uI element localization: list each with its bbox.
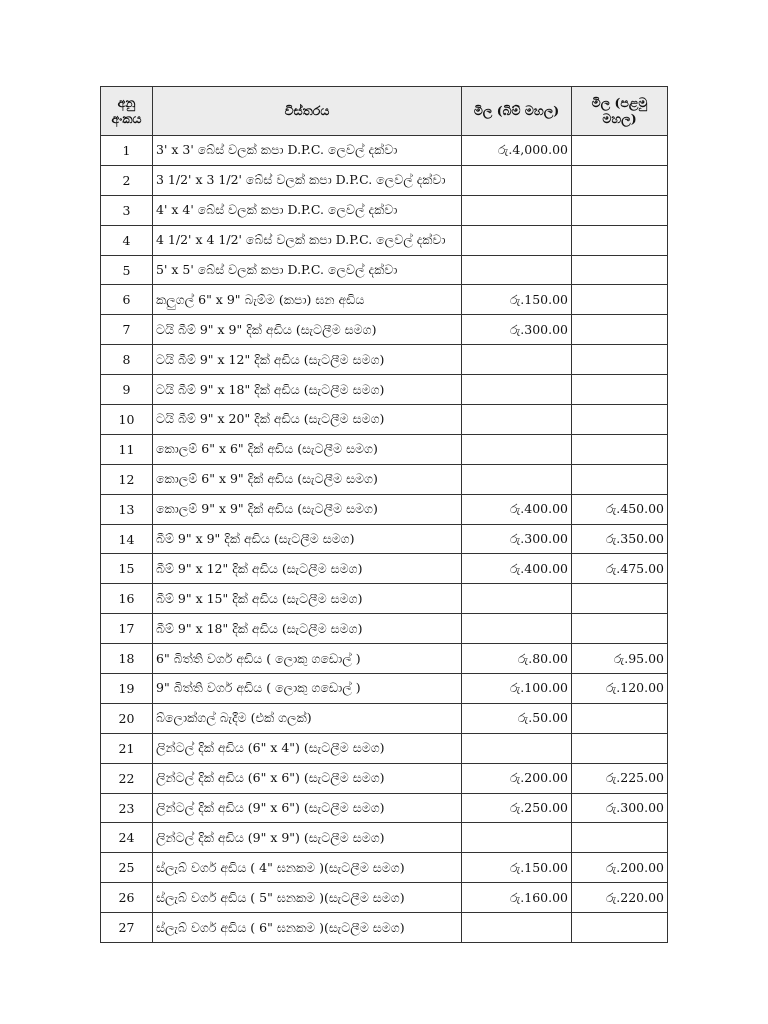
row-price-first-cell <box>572 225 668 255</box>
row-price-first-cell <box>572 703 668 733</box>
row-price-ground-cell: රු.300.00 <box>462 524 572 554</box>
table-row <box>101 793 668 823</box>
row-description-cell: ලින්ටල් දික් අඩිය (9" x 6") (සැටලීම සමග) <box>153 793 462 823</box>
row-price-first-cell <box>572 165 668 195</box>
row-description-cell: 5' x 5' බේස් වලක් කපා D.P.C. ලෙවල් දක්වා <box>153 255 462 285</box>
row-description-cell: 4' x 4' බේස් වලක් කපා D.P.C. ලෙවල් දක්වා <box>153 195 462 225</box>
row-price-first-cell <box>572 136 668 166</box>
row-price-first-cell <box>572 464 668 494</box>
row-number-cell: 7 <box>101 315 153 345</box>
table-row <box>101 674 668 704</box>
table-row <box>101 464 668 494</box>
row-price-first-cell <box>572 195 668 225</box>
row-price-first-cell: රු.220.00 <box>572 883 668 913</box>
row-price-ground-cell: රු.4,000.00 <box>462 136 572 166</box>
row-description-cell: කලුගල් 6" x 9" බැම්ම (කපා) ඝන අඩිය <box>153 285 462 315</box>
row-price-first-cell <box>572 345 668 375</box>
row-price-first-cell: රු.450.00 <box>572 494 668 524</box>
row-description-cell: බීම් 9" x 15" දික් අඩිය (සැටලීම සමග) <box>153 584 462 614</box>
row-price-ground-cell <box>462 195 572 225</box>
row-number-cell: 11 <box>101 434 153 464</box>
row-number-cell: 5 <box>101 255 153 285</box>
row-number-cell: 16 <box>101 584 153 614</box>
row-description-cell: 4 1/2' x 4 1/2' බේස් වලක් කපා D.P.C. ලෙවල් දක්වා <box>153 225 462 255</box>
table-row <box>101 883 668 913</box>
row-description-cell: ටයි බීම් 9" x 20" දික් අඩිය (සැටලීම සමග) <box>153 405 462 435</box>
table-row <box>101 375 668 405</box>
row-description-cell: බීම් 9" x 12" දික් අඩිය (සැටලීම සමග) <box>153 554 462 584</box>
row-price-first-cell <box>572 255 668 285</box>
row-description-cell: ලින්ටල් දික් අඩිය (6" x 4") (සැටලීම සමග) <box>153 733 462 763</box>
table-row <box>101 644 668 674</box>
row-price-ground-cell: රු.160.00 <box>462 883 572 913</box>
row-description-cell: ස්ලැබ් වර්ග අඩිය ( 4" ඝනකම )(සැටලීම සමග) <box>153 853 462 883</box>
row-price-ground-cell: රු.80.00 <box>462 644 572 674</box>
table-row <box>101 136 668 166</box>
row-price-first-cell <box>572 614 668 644</box>
row-description-cell: ස්ලැබ් වර්ග අඩිය ( 5" ඝනකම )(සැටලීම සමග) <box>153 883 462 913</box>
row-number-cell: 27 <box>101 913 153 943</box>
row-price-first-cell <box>572 733 668 763</box>
row-description-cell: ලින්ටල් දික් අඩිය (9" x 9") (සැටලීම සමග) <box>153 823 462 853</box>
table-row <box>101 255 668 285</box>
table-row <box>101 823 668 853</box>
row-price-first-cell <box>572 584 668 614</box>
row-description-cell: බ්ලොක්ගල් බැදීම (එක් ගලක්) <box>153 703 462 733</box>
header-row <box>101 87 668 136</box>
row-price-first-cell: රු.95.00 <box>572 644 668 674</box>
table-row <box>101 763 668 793</box>
table-row <box>101 913 668 943</box>
row-price-first-cell <box>572 375 668 405</box>
table-row <box>101 853 668 883</box>
table-header <box>101 87 668 136</box>
row-price-first-cell: රු.350.00 <box>572 524 668 554</box>
row-price-first-cell: රු.300.00 <box>572 793 668 823</box>
row-description-cell: බීම් 9" x 18" දික් අඩිය (සැටලීම සමග) <box>153 614 462 644</box>
row-description-cell: කොලම් 9" x 9" දික් අඩිය (සැටලීම සමග) <box>153 494 462 524</box>
row-price-ground-cell <box>462 614 572 644</box>
row-description-cell: ලින්ටල් දික් අඩිය (6" x 6") (සැටලීම සමග) <box>153 763 462 793</box>
row-price-ground-cell <box>462 345 572 375</box>
row-number-cell: 24 <box>101 823 153 853</box>
table-row <box>101 524 668 554</box>
row-description-cell: බීම් 9" x 9" දික් අඩිය (සැටලීම සමග) <box>153 524 462 554</box>
table-row <box>101 584 668 614</box>
table-row <box>101 434 668 464</box>
row-description-cell: 6" බිත්ති වර්ග අඩිය ( ලොකු ගඩොල් ) <box>153 644 462 674</box>
row-number-cell: 19 <box>101 674 153 704</box>
table-row <box>101 285 668 315</box>
table-row <box>101 554 668 584</box>
row-price-ground-cell: රු.150.00 <box>462 285 572 315</box>
table-row <box>101 225 668 255</box>
row-description-cell: කොලම් 6" x 9" දික් අඩිය (සැටලීම සමග) <box>153 464 462 494</box>
header-description: විස්තරය <box>153 87 462 136</box>
row-number-cell: 21 <box>101 733 153 763</box>
row-description-cell: 3 1/2' x 3 1/2' බේස් වලක් කපා D.P.C. ලෙවල් දක්වා <box>153 165 462 195</box>
row-price-first-cell: රු.475.00 <box>572 554 668 584</box>
row-price-first-cell <box>572 434 668 464</box>
row-price-first-cell <box>572 913 668 943</box>
row-number-cell: 26 <box>101 883 153 913</box>
row-price-first-cell <box>572 315 668 345</box>
row-number-cell: 25 <box>101 853 153 883</box>
price-table <box>100 86 668 943</box>
header-number: අනු අංකය <box>101 87 153 136</box>
row-price-first-cell <box>572 405 668 435</box>
row-price-ground-cell: රු.150.00 <box>462 853 572 883</box>
row-price-ground-cell <box>462 464 572 494</box>
row-price-ground-cell <box>462 823 572 853</box>
table-row <box>101 195 668 225</box>
table-row <box>101 405 668 435</box>
row-number-cell: 13 <box>101 494 153 524</box>
row-number-cell: 14 <box>101 524 153 554</box>
row-price-ground-cell <box>462 434 572 464</box>
row-description-cell: ටයි බීම් 9" x 9" දික් අඩිය (සැටලීම සමග) <box>153 315 462 345</box>
row-description-cell: 9" බිත්ති වර්ග අඩිය ( ලොකු ගඩොල් ) <box>153 674 462 704</box>
row-number-cell: 12 <box>101 464 153 494</box>
header-price-first-floor: මිල (පළමු මහල) <box>572 87 668 136</box>
row-number-cell: 1 <box>101 136 153 166</box>
row-number-cell: 17 <box>101 614 153 644</box>
row-price-ground-cell <box>462 913 572 943</box>
row-description-cell: 3' x 3' බේස් වලක් කපා D.P.C. ලෙවල් දක්වා <box>153 136 462 166</box>
row-price-ground-cell <box>462 584 572 614</box>
row-number-cell: 3 <box>101 195 153 225</box>
table-row <box>101 315 668 345</box>
row-price-first-cell: රු.200.00 <box>572 853 668 883</box>
row-number-cell: 6 <box>101 285 153 315</box>
row-number-cell: 15 <box>101 554 153 584</box>
table-row <box>101 703 668 733</box>
header-price-ground-floor: මිල (බිම් මහල) <box>462 87 572 136</box>
table-row <box>101 614 668 644</box>
row-number-cell: 18 <box>101 644 153 674</box>
row-price-ground-cell <box>462 733 572 763</box>
row-price-ground-cell <box>462 165 572 195</box>
row-number-cell: 9 <box>101 375 153 405</box>
row-number-cell: 10 <box>101 405 153 435</box>
row-price-first-cell <box>572 285 668 315</box>
row-description-cell: ටයි බීම් 9" x 18" දික් අඩිය (සැටලීම සමග) <box>153 375 462 405</box>
table-row <box>101 345 668 375</box>
row-price-ground-cell: රු.50.00 <box>462 703 572 733</box>
row-price-first-cell: රු.225.00 <box>572 763 668 793</box>
row-price-first-cell <box>572 823 668 853</box>
row-description-cell: ස්ලැබ් වර්ග අඩිය ( 6" ඝනකම )(සැටලීම සමග) <box>153 913 462 943</box>
row-number-cell: 22 <box>101 763 153 793</box>
row-price-ground-cell: රු.100.00 <box>462 674 572 704</box>
row-number-cell: 4 <box>101 225 153 255</box>
row-number-cell: 2 <box>101 165 153 195</box>
row-price-ground-cell: රු.400.00 <box>462 494 572 524</box>
row-price-ground-cell <box>462 375 572 405</box>
row-price-first-cell: රු.120.00 <box>572 674 668 704</box>
row-price-ground-cell <box>462 225 572 255</box>
row-price-ground-cell: රු.200.00 <box>462 763 572 793</box>
row-number-cell: 20 <box>101 703 153 733</box>
row-description-cell: ටයි බීම් 9" x 12" දික් අඩිය (සැටලීම සමග) <box>153 345 462 375</box>
row-number-cell: 23 <box>101 793 153 823</box>
row-number-cell: 8 <box>101 345 153 375</box>
table-body <box>101 136 668 943</box>
row-price-ground-cell <box>462 255 572 285</box>
table-row <box>101 733 668 763</box>
table-row <box>101 165 668 195</box>
table-row <box>101 494 668 524</box>
row-price-ground-cell: රු.400.00 <box>462 554 572 584</box>
row-description-cell: කොලම් 6" x 6" දික් අඩිය (සැටලීම සමග) <box>153 434 462 464</box>
row-price-ground-cell <box>462 405 572 435</box>
row-price-ground-cell: රු.300.00 <box>462 315 572 345</box>
row-price-ground-cell: රු.250.00 <box>462 793 572 823</box>
